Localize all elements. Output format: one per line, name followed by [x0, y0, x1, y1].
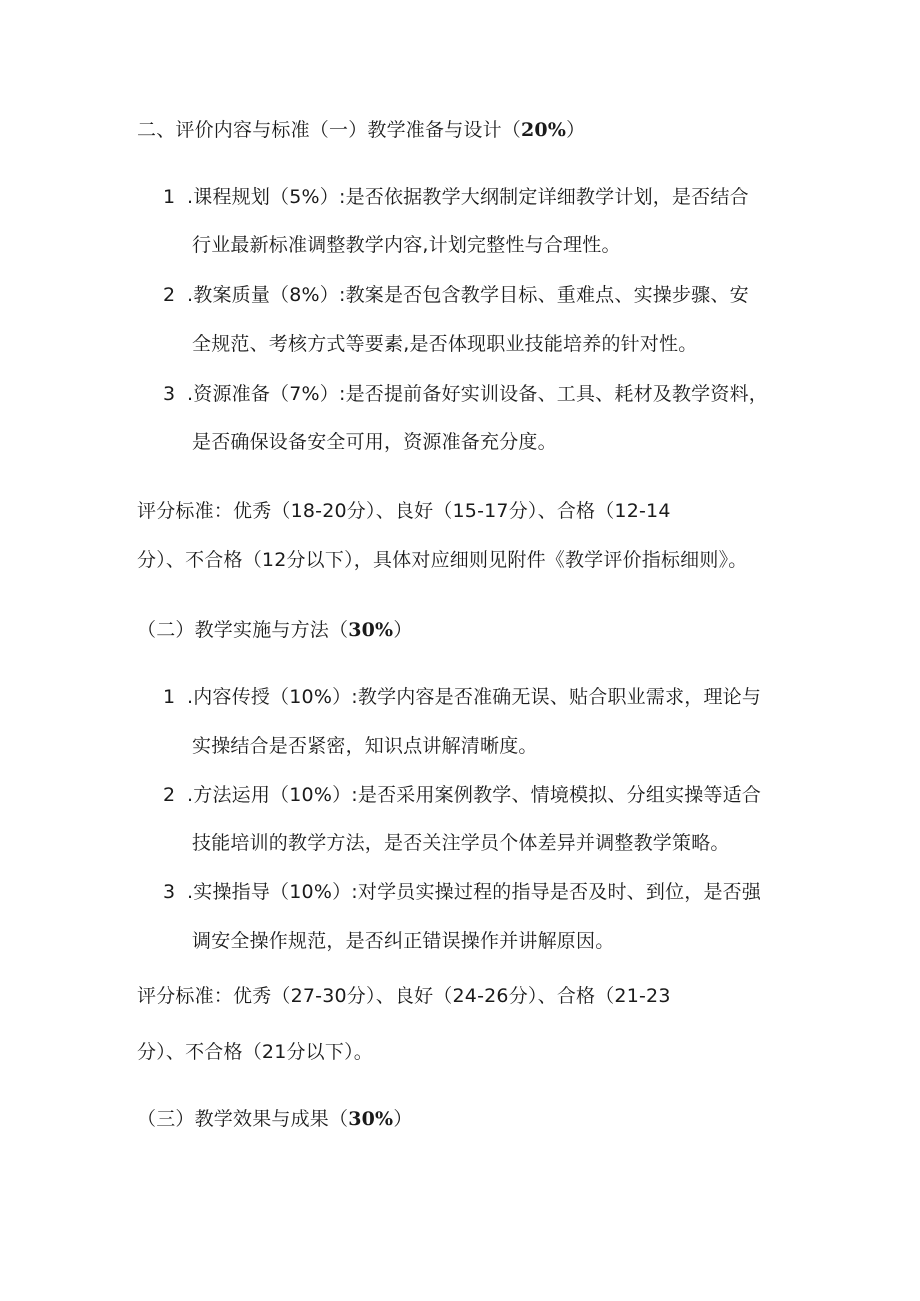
list-item-continuation: 全规范、考核方式等要素,是否体现职业技能培养的针对性。 — [192, 333, 698, 355]
scoring-standard: 评分标准：优秀（27-30分）、良好（24-26分）、合格（21-23 — [137, 985, 671, 1007]
list-item-number: 1 — [163, 186, 176, 208]
section-heading-close: ） — [566, 119, 586, 141]
list-item-continuation: 实操结合是否紧密，知识点讲解清晰度。 — [192, 735, 538, 757]
section-heading-percent: 20% — [521, 119, 567, 141]
subsection-heading — [137, 617, 413, 643]
list-item-continuation: 行业最新标准调整教学内容,计划完整性与合理性。 — [192, 234, 621, 256]
list-item-text: .资源准备（7%）:是否提前备好实训设备、工具、耗材及教学资料， — [187, 383, 768, 405]
list-item-number: 2 — [163, 784, 176, 806]
list-item-number: 2 — [163, 284, 176, 306]
list-item-continuation: 是否确保设备安全可用，资源准备充分度。 — [192, 431, 557, 453]
list-item-number: 3 — [163, 881, 176, 903]
list-item-text: .方法运用（10%）:是否采用案例教学、情境模拟、分组实操等适合 — [187, 784, 762, 806]
subsection-heading — [137, 1106, 413, 1132]
subsection-heading-text: （二）教学实施与方法（ — [137, 619, 349, 641]
subsection-heading-close: ） — [393, 619, 413, 641]
subsection-heading-text: （三）教学效果与成果（ — [137, 1108, 349, 1130]
list-item-text: .课程规划（5%）:是否依据教学大纲制定详细教学计划，是否结合 — [187, 186, 749, 208]
section-heading — [137, 117, 585, 143]
list-item-continuation: 调安全操作规范，是否纠正错误操作并讲解原因。 — [192, 930, 615, 952]
scoring-standard-continuation: 分）、不合格（12分以下），具体对应细则见附件《教学评价指标细则》。 — [137, 549, 748, 571]
list-item-number: 1 — [163, 686, 176, 708]
scoring-standard: 评分标准：优秀（18-20分）、良好（15-17分）、合格（12-14 — [137, 500, 671, 522]
scoring-standard-continuation: 分）、不合格（21分以下）。 — [137, 1041, 373, 1063]
list-item-number: 3 — [163, 383, 176, 405]
subsection-heading-percent: 30% — [348, 1108, 394, 1130]
list-item-text: .实操指导（10%）:对学员实操过程的指导是否及时、到位，是否强 — [187, 881, 762, 903]
list-item-text: .教案质量（8%）:教案是否包含教学目标、重难点、实操步骤、安 — [187, 284, 749, 306]
section-heading-text: 二、评价内容与标准（一）教学准备与设计（ — [137, 119, 522, 141]
subsection-heading-percent: 30% — [348, 619, 394, 641]
list-item-continuation: 技能培训的教学方法，是否关注学员个体差异并调整教学策略。 — [192, 832, 730, 854]
subsection-heading-close: ） — [393, 1108, 413, 1130]
list-item-text: .内容传授（10%）:教学内容是否准确无误、贴合职业需求，理论与 — [187, 686, 762, 708]
